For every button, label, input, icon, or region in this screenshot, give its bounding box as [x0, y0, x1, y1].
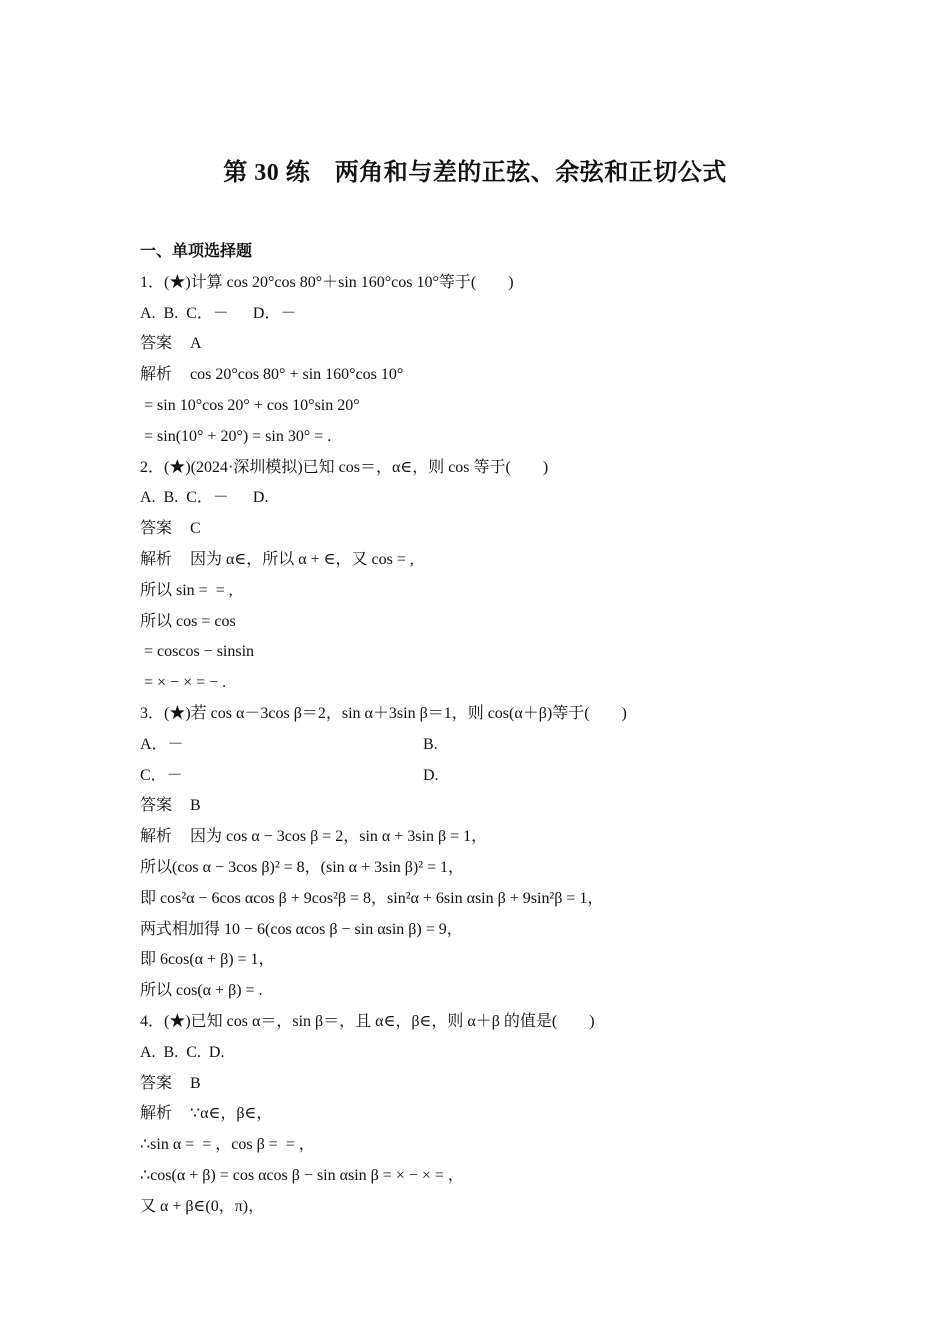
analysis-label: 解析 — [140, 828, 173, 846]
question-1-analysis-line — [140, 360, 840, 391]
question-1-analysis-line: = sin 10°cos 20° + cos 10°sin 20° — [140, 396, 360, 414]
answer-value: B — [190, 797, 201, 815]
question-1-options: A. B. C．－ D．－ — [140, 304, 297, 322]
question-1-stem: 1．(★)计算 cos 20°cos 80°＋sin 160°cos 10°等于( ) — [140, 273, 514, 291]
question-2-stem: 2．(★)(2024·深圳模拟)已知 cos＝，α∈，则 cos 等于( ) — [140, 458, 549, 476]
answer-value: C — [190, 520, 201, 538]
question-3-analysis-line: 两式相加得 10 − 6(cos αcos β − sin αsin β) = 9， — [140, 920, 463, 938]
question-4-answer — [140, 1069, 840, 1100]
option-b: B. — [423, 735, 438, 753]
section-heading: 一、单项选择题 — [140, 243, 253, 260]
question-4-analysis-line: ∴sin α = = ，cos β = = ， — [140, 1136, 315, 1154]
question-3-analysis-line: 所以(cos α − 3cos β)² = 8，(sin α + 3sin β)² = 1， — [140, 858, 465, 876]
question-2-analysis-line: 所以 cos = cos — [140, 612, 236, 630]
answer-value: A — [190, 335, 202, 353]
question-2-analysis-line: = coscos − sinsin — [140, 643, 255, 661]
question-3-analysis-line: 所以 cos(α + β) = . — [140, 982, 263, 1000]
page-title: 第 30 练 两角和与差的正弦、余弦和正切公式 — [223, 160, 727, 186]
analysis-text: 因为 cos α − 3cos β = 2，sin α + 3sin β = 1， — [190, 828, 488, 846]
question-2-answer — [140, 514, 840, 545]
analysis-label: 解析 — [140, 366, 173, 384]
question-4-analysis-line: ∴cos(α + β) = cos αcos β − sin αsin β = × − × = ， — [140, 1166, 464, 1184]
question-3-analysis-line — [140, 822, 840, 853]
question-4-stem: 4．(★)已知 cos α＝，sin β＝，且 α∈，β∈，则 α＋β 的值是( ) — [140, 1012, 595, 1030]
question-2-analysis-line — [140, 545, 840, 576]
analysis-label: 解析 — [140, 550, 173, 568]
question-3-options-row — [140, 761, 840, 792]
question-4-options: A. B. C. D. — [140, 1043, 225, 1061]
answer-value: B — [190, 1074, 201, 1092]
question-4-analysis-line: 又 α + β∈(0，π)， — [140, 1197, 265, 1215]
answer-label: 答案 — [140, 335, 173, 353]
question-1-analysis-line: = sin(10° + 20°) = sin 30° = . — [140, 427, 332, 445]
answer-label: 答案 — [140, 1074, 173, 1092]
question-3-stem: 3．(★)若 cos α－3cos β＝2，sin α＋3sin β＝1，则 cos(α＋β)等于( ) — [140, 704, 627, 722]
answer-label: 答案 — [140, 797, 173, 815]
document-body — [140, 237, 840, 1223]
analysis-text: ∵α∈，β∈， — [190, 1105, 273, 1123]
analysis-text: cos 20°cos 80° + sin 160°cos 10° — [190, 366, 404, 384]
question-3-analysis-line: 即 6cos(α + β) = 1， — [140, 951, 275, 969]
question-4-analysis-line — [140, 1099, 840, 1130]
question-2-options: A. B. C．－ D. — [140, 489, 269, 507]
question-3-options-row — [140, 730, 840, 761]
question-3-answer — [140, 791, 840, 822]
question-2-analysis-line: 所以 sin = = , — [140, 581, 233, 599]
option-d: D. — [423, 766, 439, 784]
question-3-analysis-line: 即 cos²α − 6cos αcos β + 9cos²β = 8，sin²α + 6sin αsin β + 9sin²β = 1， — [140, 889, 604, 907]
analysis-text: 因为 α∈，所以 α + ∈，又 cos = , — [190, 550, 414, 568]
analysis-label: 解析 — [140, 1105, 173, 1123]
option-a: A．－ — [140, 735, 184, 753]
question-1-answer — [140, 329, 840, 360]
option-c: C．－ — [140, 766, 183, 784]
answer-label: 答案 — [140, 520, 173, 538]
question-2-analysis-line: = × − × = − . — [140, 674, 227, 692]
